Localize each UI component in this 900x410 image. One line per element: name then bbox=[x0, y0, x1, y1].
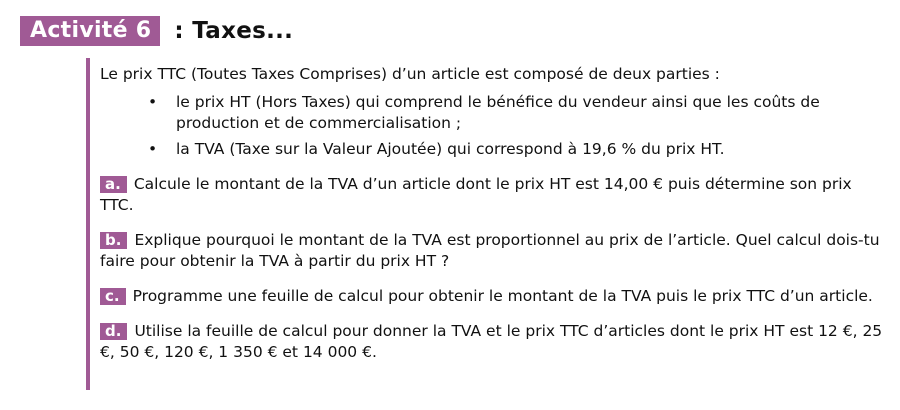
question-a bbox=[100, 174, 886, 216]
intro-text: Le prix TTC (Toutes Taxes Comprises) d’un article est composé de deux parties : bbox=[100, 65, 720, 83]
question-c bbox=[100, 286, 886, 307]
question-text: Utilise la feuille de calcul pour donner la TVA et le prix TTC d’articles dont le prix HT est 12 €, 25 €, 50 €, 120 €, 1 350 € et 14 000 €. bbox=[100, 322, 883, 361]
activity-badge: Activité 6 bbox=[20, 16, 160, 46]
bullet-list bbox=[100, 92, 886, 160]
bullet-item bbox=[100, 139, 886, 160]
activity-header bbox=[20, 16, 293, 46]
activity-content bbox=[86, 58, 886, 390]
question-text: Calcule le montant de la TVA d’un article dont le prix HT est 14,00 € puis détermine son prix TTC. bbox=[100, 175, 852, 214]
bullet-icon: • bbox=[148, 140, 158, 158]
question-letter-badge: d. bbox=[100, 323, 127, 340]
bullet-icon: • bbox=[148, 93, 158, 111]
activity-title: : Taxes... bbox=[174, 18, 294, 44]
question-d bbox=[100, 321, 886, 363]
bullet-text: la TVA (Taxe sur la Valeur Ajoutée) qui correspond à 19,6 % du prix HT. bbox=[176, 140, 725, 158]
bullet-item bbox=[100, 92, 886, 134]
question-letter-badge: b. bbox=[100, 232, 127, 249]
bullet-text: le prix HT (Hors Taxes) qui comprend le bénéfice du vendeur ainsi que les coûts de production et de commercialisation ; bbox=[176, 93, 820, 132]
question-b bbox=[100, 230, 886, 272]
question-letter-badge: a. bbox=[100, 176, 127, 193]
question-text: Programme une feuille de calcul pour obtenir le montant de la TVA puis le prix TTC d’un article. bbox=[132, 287, 873, 305]
question-text: Explique pourquoi le montant de la TVA est proportionnel au prix de l’article. Quel calcul dois-tu faire pour obtenir la TVA à partir du prix HT ? bbox=[100, 231, 880, 270]
question-letter-badge: c. bbox=[100, 288, 126, 305]
